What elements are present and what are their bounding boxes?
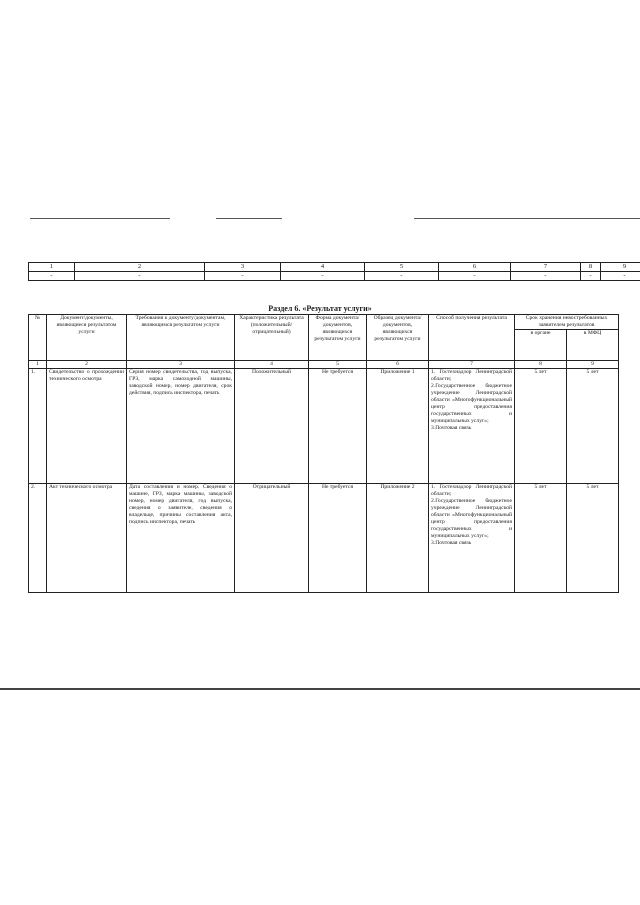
column-number-row — [29, 361, 619, 369]
header-row — [29, 315, 619, 330]
top-rule-right — [414, 218, 640, 219]
col-num-cell: 2 — [47, 361, 127, 369]
prev-num-cell: 9 — [601, 263, 640, 272]
prev-num-cell: 4 — [281, 263, 365, 272]
header-no: № — [29, 315, 47, 361]
prev-dash-cell: - — [601, 272, 640, 281]
result-table — [28, 314, 619, 593]
prev-dash-cell: - — [581, 272, 601, 281]
col-num-cell: 4 — [235, 361, 309, 369]
header-mfc: в МФЦ — [567, 330, 619, 361]
header-form: Форма документа/документов, являющихся результатом услуги — [309, 315, 367, 361]
previous-section-table — [28, 262, 640, 281]
top-rule-middle — [216, 218, 282, 219]
prev-num-cell: 8 — [581, 263, 601, 272]
prev-dash-cell: - — [511, 272, 581, 281]
prev-dash-cell: - — [281, 272, 365, 281]
header-sample: Образец документа/документов, являющихся результатом услуги — [367, 315, 429, 361]
document-sample: Приложение 2 — [367, 484, 429, 593]
table-row — [29, 484, 619, 593]
prev-dash-cell: - — [439, 272, 511, 281]
result-method — [429, 369, 515, 484]
storage-organ: 5 лет — [515, 369, 567, 484]
prev-dash-cell: - — [29, 272, 75, 281]
document-sample: Приложение 1 — [367, 369, 429, 484]
col-num-cell: 7 — [429, 361, 515, 369]
col-num-cell: 5 — [309, 361, 367, 369]
col-num-cell: 8 — [515, 361, 567, 369]
header-document: Документ/документы, являющиеся результатом услуги — [47, 315, 127, 361]
col-num-cell: 6 — [367, 361, 429, 369]
prev-num-cell: 1 — [29, 263, 75, 272]
prev-number-row — [29, 263, 640, 272]
method-item: 2.Государственное бюджетное учреждение Ленинградской области «Многофункциональный центр предоставления государственных и муниципальных услуг»; — [431, 498, 512, 539]
document-form: Не требуется — [309, 369, 367, 484]
col-num-cell: 3 — [127, 361, 235, 369]
method-item: 2.Государственное бюджетное учреждение Ленинградской области «Многофункциональный центр предоставления государственных и муниципальных услуг»; — [431, 383, 512, 424]
document-form: Не требуется — [309, 484, 367, 593]
storage-organ: 5 лет — [515, 484, 567, 593]
document-name: Акт технического осмотра — [47, 484, 127, 593]
storage-mfc: 5 лет — [567, 369, 619, 484]
document-requirements: Серия номер свидетельства, год выпуска, ГРЗ, марка самоходной машины, заводской номер, номер двигателя, срок действия, подпись инспектора, печать — [127, 369, 235, 484]
col-num-cell: 9 — [567, 361, 619, 369]
storage-mfc: 5 лет — [567, 484, 619, 593]
method-item: 3.Почтовая связь — [431, 425, 472, 431]
method-item: 1. Гостехнадзор Ленинградской области; — [431, 484, 512, 497]
prev-num-cell: 6 — [439, 263, 511, 272]
prev-dash-cell: - — [205, 272, 281, 281]
method-item: 3.Почтовая связь — [431, 540, 472, 546]
row-number: 1. — [29, 369, 47, 484]
section-title: Раздел 6. «Результат услуги» — [268, 304, 372, 313]
header-method: Способ получения результата — [429, 315, 515, 361]
prev-dash-cell: - — [365, 272, 439, 281]
top-rule-left — [30, 218, 170, 219]
header-organ: в органе — [515, 330, 567, 361]
document-name: Свидетельство о прохождении технического осмотра — [47, 369, 127, 484]
prev-num-cell: 7 — [511, 263, 581, 272]
table-row — [29, 369, 619, 484]
prev-num-cell: 2 — [75, 263, 205, 272]
prev-num-cell: 5 — [365, 263, 439, 272]
method-item: 1. Гостехнадзор Ленинградской области; — [431, 369, 512, 382]
row-number: 2. — [29, 484, 47, 593]
header-storage: Срок хранения невостребованных заявителем результатов — [515, 315, 619, 330]
page-bottom-rule — [0, 688, 640, 690]
header-characteristic: Характеристика результата (положительный/отрицательный) — [235, 315, 309, 361]
result-characteristic: Отрицательный — [235, 484, 309, 593]
prev-num-cell: 3 — [205, 263, 281, 272]
col-num-cell: 1 — [29, 361, 47, 369]
result-characteristic: Положительный — [235, 369, 309, 484]
prev-dash-cell: - — [75, 272, 205, 281]
prev-dash-row — [29, 272, 640, 281]
document-requirements: Дата составления и номер. Сведения о машине, ГРЗ, марка машины, заводской номер, номер двигателя, год выпуска, сведения о заявителе, сведения о владельце, причины составления акта, подпись инспектора, печать — [127, 484, 235, 593]
result-method — [429, 484, 515, 593]
header-requirements: Требования к документу/документам, являющимся результатом услуги — [127, 315, 235, 361]
